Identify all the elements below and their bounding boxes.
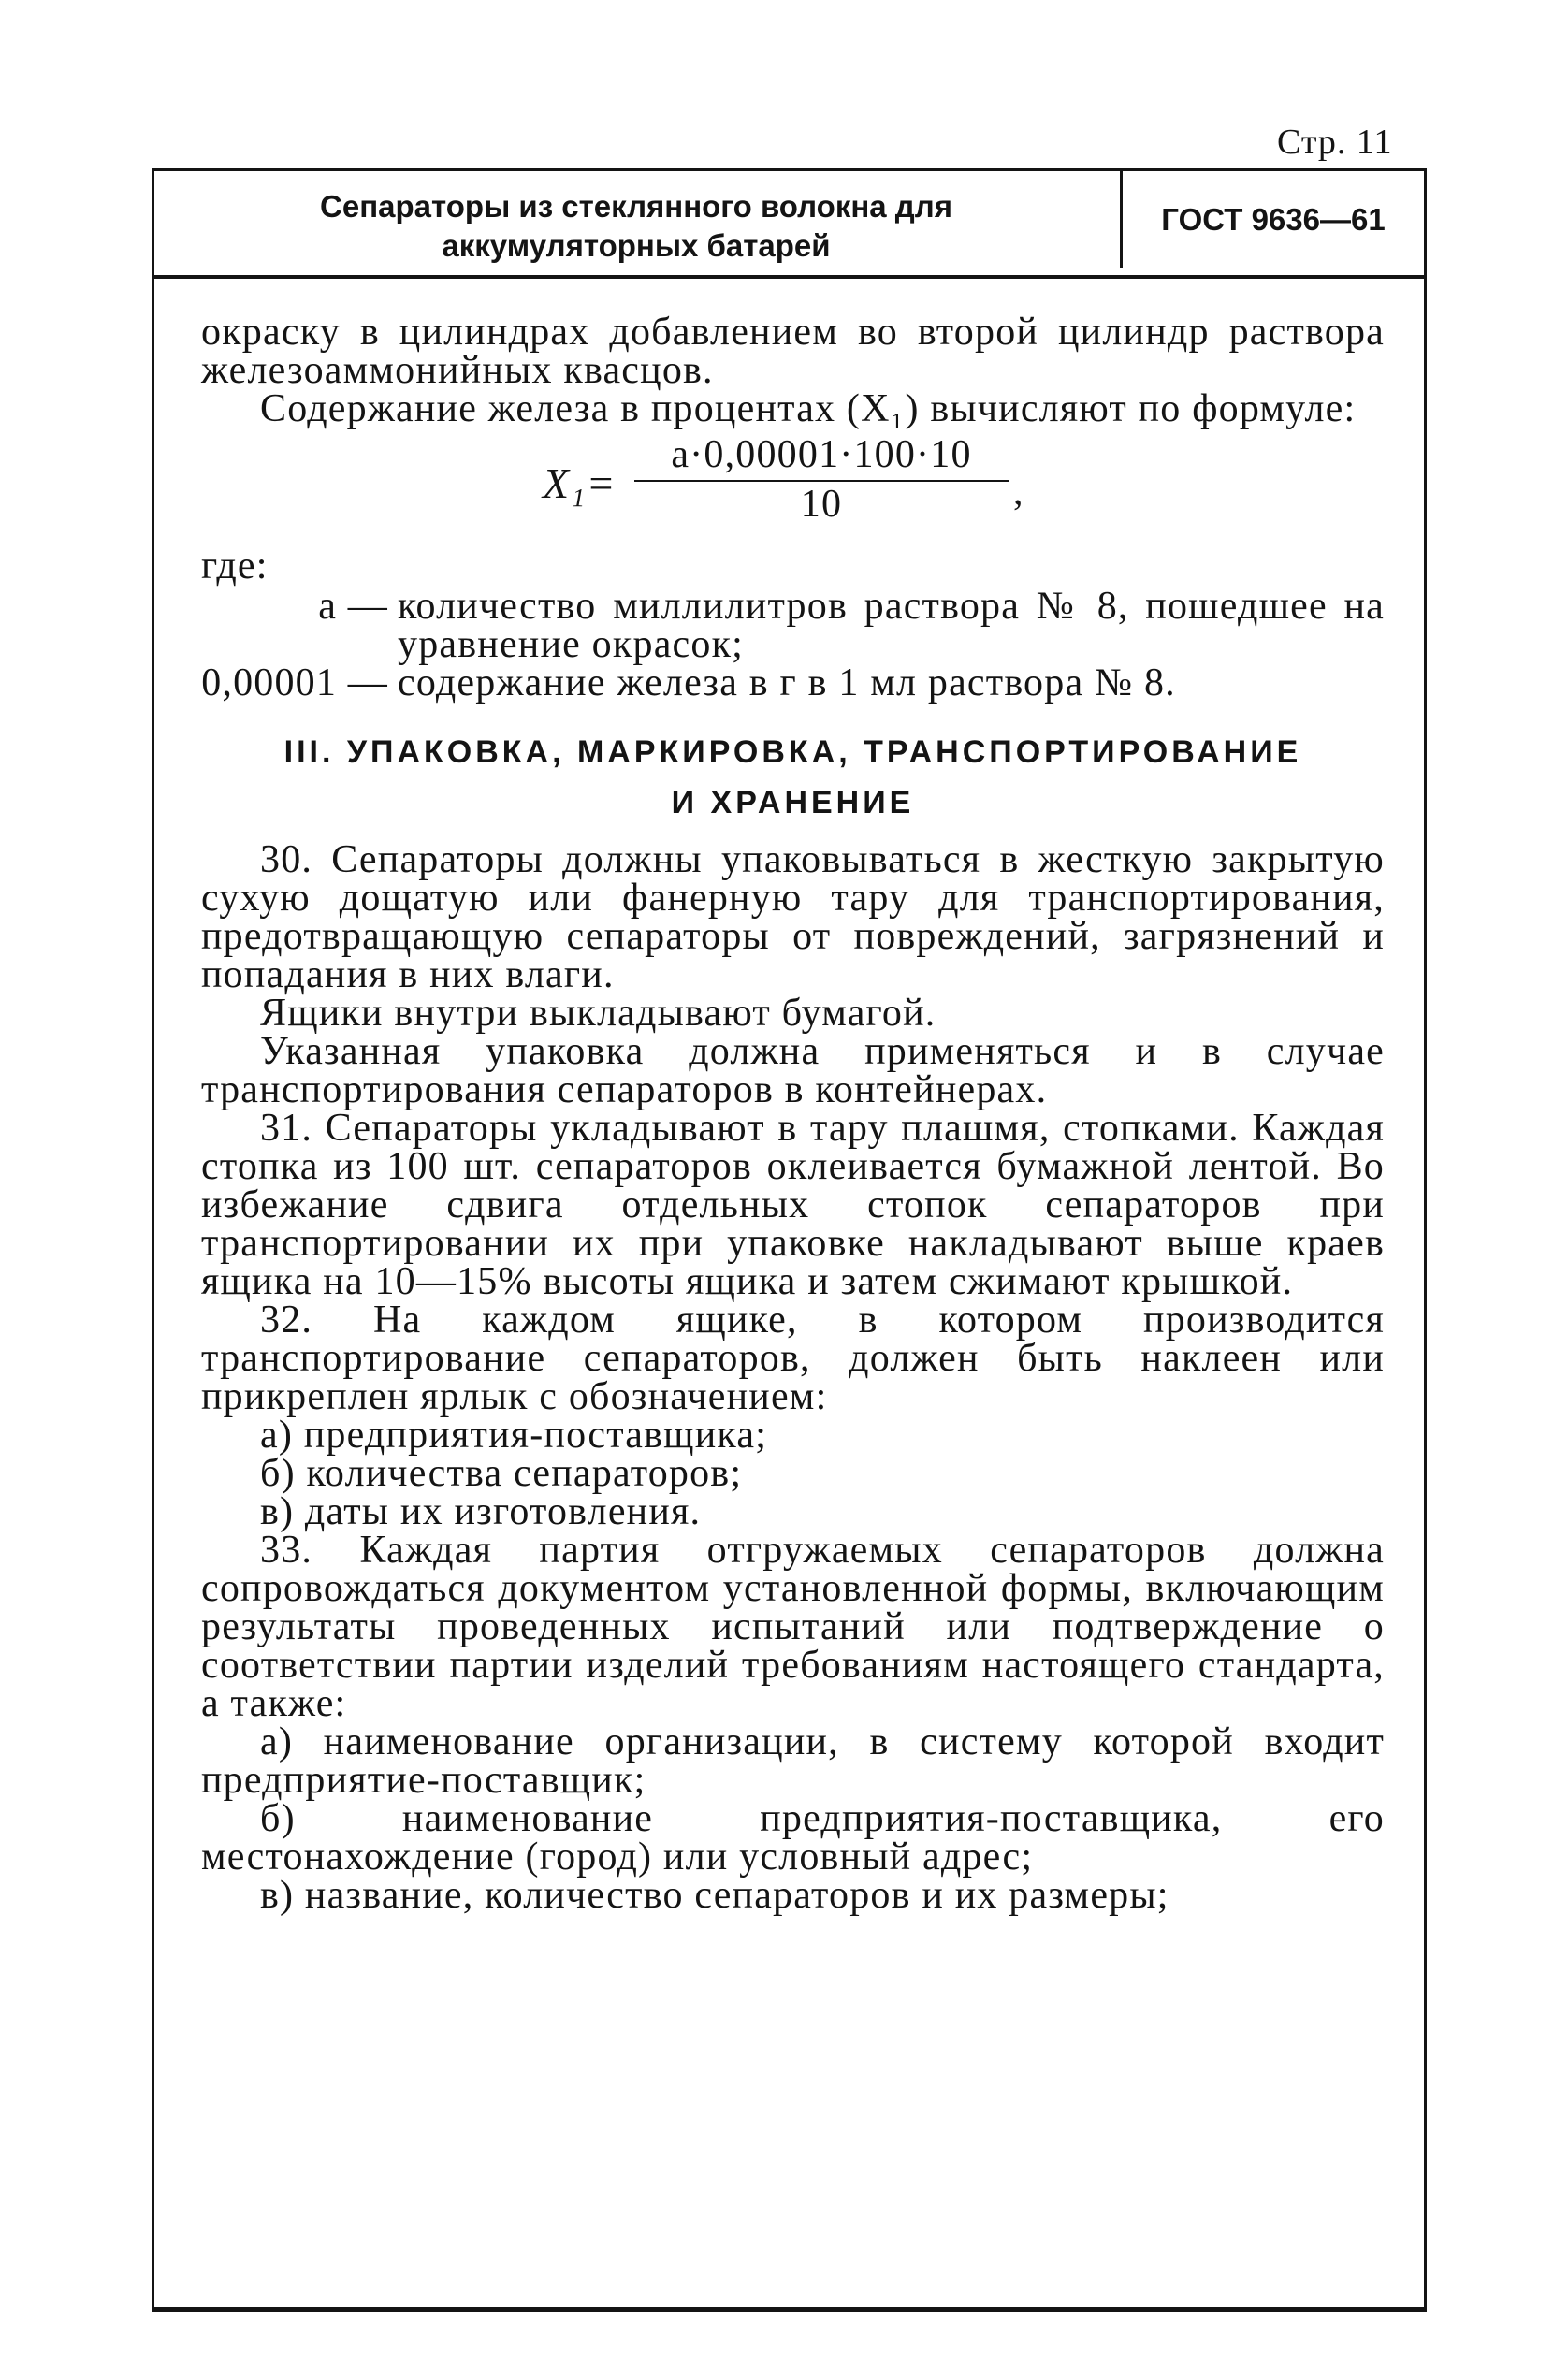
definition-text: количество миллилитров раствора № 8, пошедшее на уравнение окрасок;: [398, 585, 1385, 666]
section-title: [201, 727, 1385, 828]
clause-30-containers: Указанная упаковка должна применяться и в случае транспортирования сепараторов в контейнерах.: [201, 1030, 1385, 1111]
formula-fraction: [634, 433, 1009, 526]
standard-code: ГОСТ 9636—61: [1161, 202, 1386, 237]
formula-comma: ,: [1013, 471, 1024, 514]
definition-text: содержание железа в г в 1 мл раствора № 8.: [398, 661, 1176, 704]
clause-30-boxes: Ящики внутри выкладывают бумагой.: [260, 992, 936, 1035]
formula: [201, 433, 1385, 544]
header-title-line1: Сепараторы из стеклянного волокна для: [320, 189, 952, 224]
definition-term: a —: [318, 585, 388, 628]
header-title: [154, 187, 1118, 271]
frame-top-rule: [152, 168, 1427, 171]
clause-33: 33. Каждая партия отгружаемых сепараторов должна сопровождаться документом установленной формы, включающим результаты проведенных испытаний или подтверждение о соответствии партии изделий требованиям настоящего стандарта, а также:: [201, 1529, 1385, 1725]
definition-row: [201, 661, 1385, 704]
definition-row: [201, 585, 1385, 666]
paragraph-formula-intro: Содержание железа в процентах (X₁) вычисляют по формуле:: [260, 387, 1357, 430]
section-title-line2: И ХРАНЕНИЕ: [671, 785, 915, 820]
definitions: [201, 585, 1385, 704]
definition-term: 0,00001 —: [201, 661, 388, 704]
formula-denominator: 10: [800, 483, 843, 526]
clause-33-c: в) название, количество сепараторов и их размеры;: [260, 1874, 1169, 1917]
formula-lhs: X₁=: [543, 459, 617, 507]
header-title-line2: аккумуляторных батарей: [442, 228, 831, 263]
paragraph-continuation: окраску в цилиндрах добавлением во второй цилиндр раствора железоаммонийных квасцов.: [201, 311, 1385, 392]
header-rule: [152, 275, 1427, 279]
formula-numerator: a·0,00001·100·10: [634, 436, 1009, 482]
page-body: [201, 313, 1385, 1915]
clause-30: 30. Сепараторы должны упаковываться в жесткую закрытую сухую дощатую или фанерную тару для транспортирования, предотвращающую сепараторы от повреждений, загрязнений и попадания в них влаги.: [201, 838, 1385, 996]
list-item: а) предприятия-поставщика;: [260, 1414, 768, 1457]
frame-bottom-rule: [152, 2307, 1427, 2312]
clause-33-a: а) наименование организации, в систему которой входит предприятие-поставщик;: [201, 1720, 1385, 1802]
clause-32: 32. На каждом ящике, в котором производится транспортирование сепараторов, должен быть наклеен или прикреплен ярлык с обозначением:: [201, 1299, 1385, 1418]
clause-33-b: б) наименование предприятия-поставщика, его местонахождение (город) или условный адрес;: [201, 1797, 1385, 1879]
where-label: где:: [201, 544, 269, 588]
clause-31: 31. Сепараторы укладывают в тару плашмя, стопками. Каждая стопка из 100 шт. сепараторов оклеивается бумажной лентой. Во избежание сдвига отдельных стопок сепараторов при транспортировании их при упаковке накладывают выше краев ящика на 10—15% высоты ящика и затем сжимают крышкой.: [201, 1107, 1385, 1303]
section-title-line1: III. УПАКОВКА, МАРКИРОВКА, ТРАНСПОРТИРОВАНИЕ: [283, 734, 1302, 770]
list-item: в) даты их изготовления.: [260, 1490, 702, 1533]
page-number: Стр. 11: [1277, 123, 1393, 162]
list-item: б) количества сепараторов;: [260, 1452, 743, 1495]
